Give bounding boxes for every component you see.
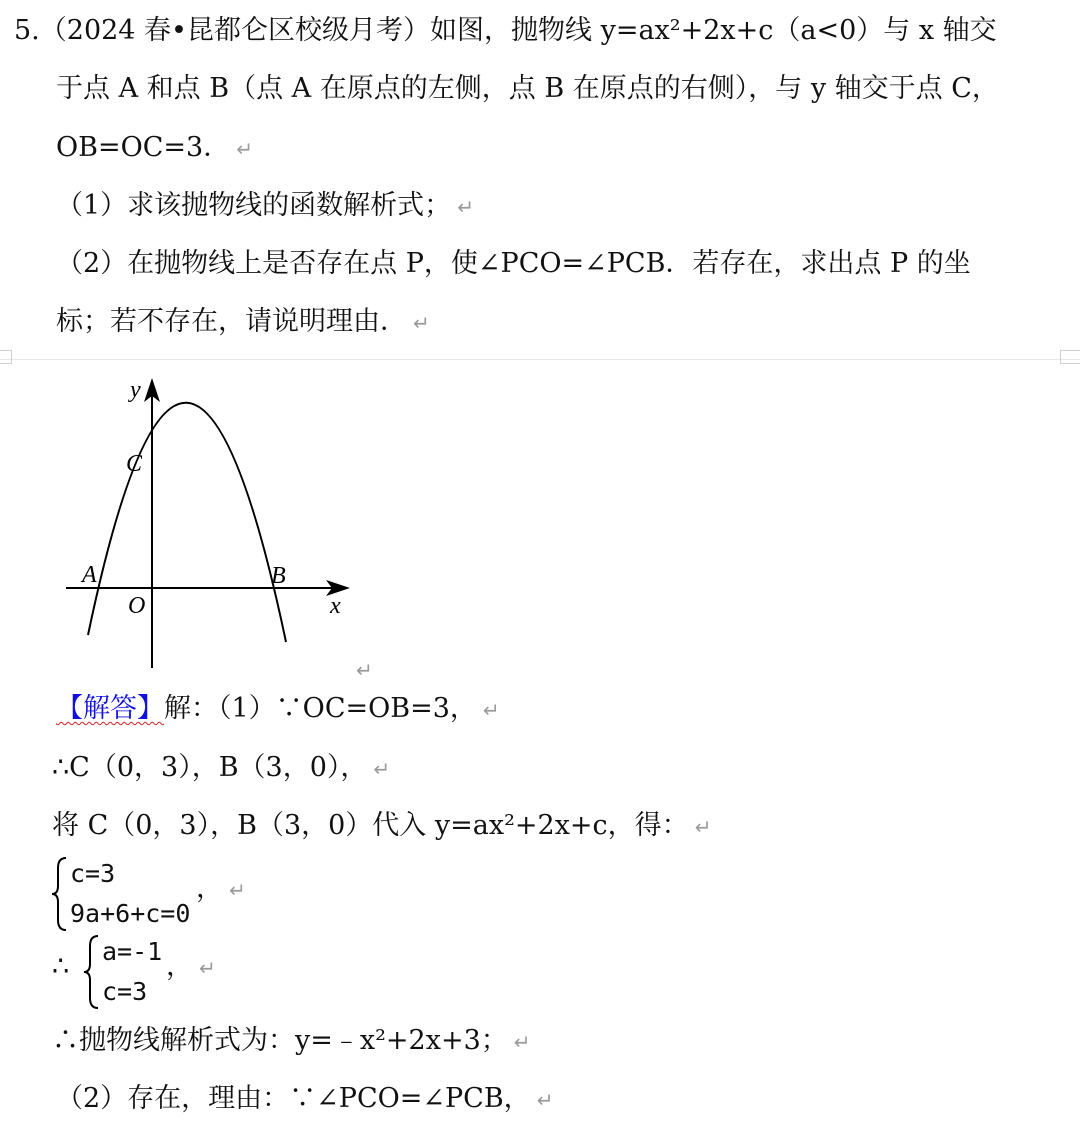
label-x: x (330, 593, 341, 619)
therefore-symbol: ∴ (52, 951, 70, 982)
solution-line-4: ∴抛物线解析式为：y=﹣x²+2x+3； ↵ (52, 1025, 531, 1056)
paragraph-mark: ↵ (413, 311, 430, 335)
solution-tag: 【解答】 (56, 693, 164, 724)
problem-line-2: 于点 A 和点 B（点 A 在原点的左侧，点 B 在原点的右侧），与 y 轴交于点 C， (56, 73, 999, 104)
paragraph-mark: ↵ (236, 137, 253, 161)
paragraph-mark: ↵ (694, 815, 712, 839)
page-corner-mark (0, 350, 12, 364)
label-y: y (130, 377, 141, 403)
page-separator (0, 359, 1080, 360)
paragraph-mark: ↵ (457, 195, 474, 219)
system-2-eq-2: c=3 (102, 977, 148, 1006)
problem-line-1: 5.（2024 春•昆都仑区校级月考）如图，抛物线 y=ax²+2x+c（a<0）与 x 轴交 (14, 15, 997, 46)
label-B: B (271, 563, 286, 589)
parabola-figure (50, 370, 370, 680)
question-1: （1）求该抛物线的函数解析式； ↵ (56, 190, 474, 221)
paragraph-mark: ↵ (513, 1030, 531, 1054)
solution-line-3: 将 C（0，3），B（3，0）代入 y=ax²+2x+c，得： ↵ (52, 810, 712, 841)
paragraph-mark: ↵ (482, 698, 500, 722)
system-1-eq-2: 9a+6+c=0 (70, 899, 191, 928)
system-2-comma: ， ↵ (166, 951, 216, 982)
label-A: A (82, 562, 97, 588)
page-corner-mark (1060, 350, 1080, 364)
paragraph-mark: ↵ (536, 1088, 554, 1112)
paragraph-mark: ↵ (229, 878, 246, 902)
brace-system-2 (82, 934, 102, 1010)
system-2-eq-1: a=-1 (102, 937, 163, 966)
solution-line-1: 【解答】解：（1）∵OC=OB=3， ↵ (56, 693, 500, 724)
question-2-line-1: （2）在抛物线上是否存在点 P，使∠PCO=∠PCB．若存在，求出点 P 的坐 (56, 248, 971, 279)
parabola-curve (88, 403, 286, 642)
brace-system-1 (50, 856, 70, 932)
figure-paragraph-mark: ↵ (356, 658, 373, 682)
system-1-eq-1: c=3 (70, 859, 116, 888)
system-1-comma: ， ↵ (196, 873, 246, 904)
question-2-line-2: 标；若不存在，请说明理由． ↵ (56, 306, 430, 337)
paragraph-mark: ↵ (373, 757, 391, 781)
solution-line-5: （2）存在，理由：∵∠PCO=∠PCB， ↵ (56, 1083, 554, 1114)
problem-line-3: OB=OC=3． ↵ (56, 132, 253, 163)
paragraph-mark: ↵ (199, 956, 216, 980)
solution-line-2: ∴C（0，3），B（3，0）， ↵ (52, 752, 391, 783)
label-C: C (126, 451, 143, 477)
label-O: O (128, 593, 146, 619)
